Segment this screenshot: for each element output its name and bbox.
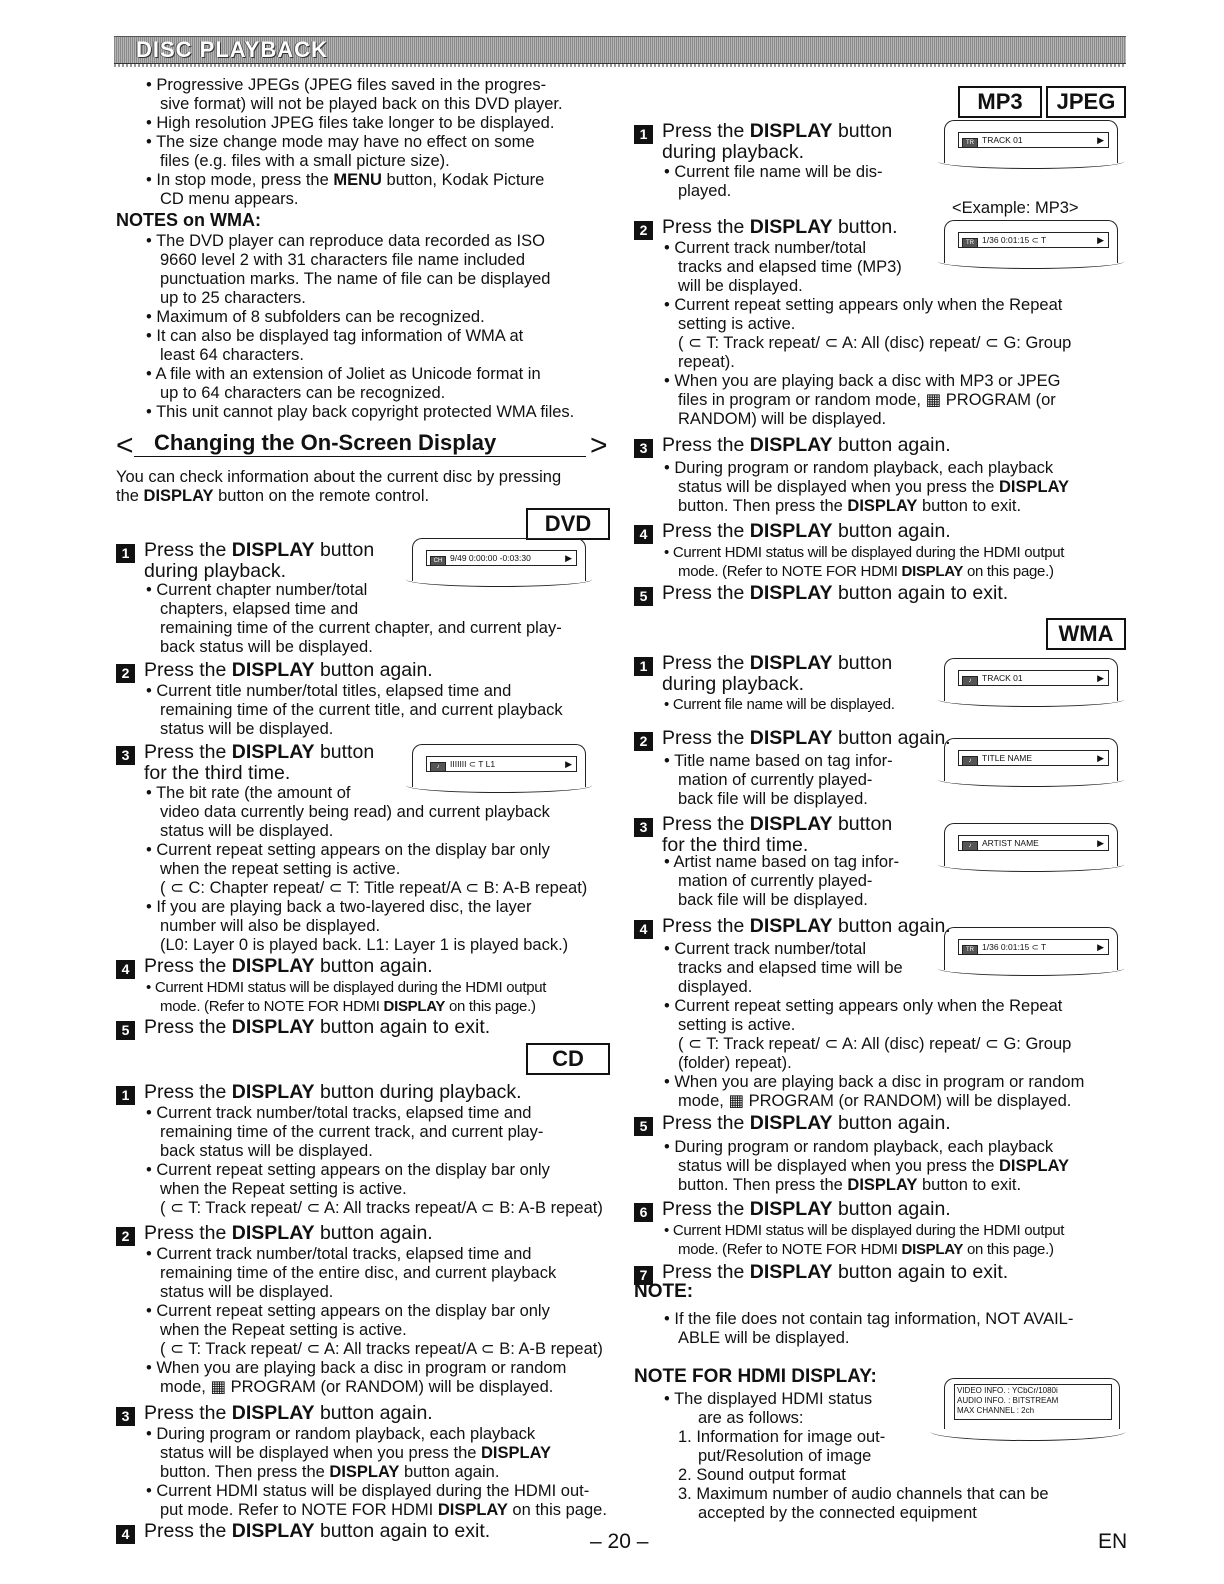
mp3-step-2-line: repeat). [678,353,735,371]
mp3-step-4-line: • Current HDMI status will be displayed during the HDMI output [664,544,1065,561]
note-line: ABLE will be displayed. [678,1329,850,1347]
mp3-format-label: MP3 [958,86,1042,118]
osd-bar: CH 9/49 0:00:00 -0:03:30 ▶ [426,550,577,566]
cd-step-3-line: • During program or random playback, each playback [146,1425,536,1443]
cd-step-2-line: mode, ▦ PROGRAM (or RANDOM) will be displayed. [160,1378,554,1396]
step-number-icon: 7 [634,1266,653,1285]
cd-step-2-line: status will be displayed. [160,1283,334,1301]
osd-screen [412,538,586,582]
step-number-icon: 2 [116,1227,135,1246]
play-icon: ▶ [1097,838,1104,848]
cd-step-3-line: button. Then press the DISPLAY button again. [160,1463,500,1481]
osd-screen [944,738,1118,782]
step-heading: during playback. [662,673,805,695]
step-heading: 3 Press the DISPLAY button [634,813,892,837]
cd-step-2-line: • Current track number/total tracks, elapsed time and [146,1245,532,1263]
wma-step-4-line: • Current track number/total [664,940,867,958]
dvd-step-1-line: chapters, elapsed time and [160,600,359,618]
track-icon: TR [962,238,978,248]
osd-bar: TR 1/36 0:01:15 ⊂ T ▶ [958,232,1109,248]
step-heading: 2 Press the DISPLAY button again. [634,727,951,751]
step-heading: 1 Press the DISPLAY button [634,120,892,144]
dvd-step-1-line: • Current chapter number/total [146,581,368,599]
wma-note-line: punctuation marks. The name of file can be displayed [160,270,551,288]
play-icon: ▶ [1097,673,1104,683]
osd-screen [944,658,1118,702]
hdmi-status-line: AUDIO INFO. : BITSTREAM [957,1396,1059,1405]
jpeg-note-line: • Progressive JPEGs (JPEG files saved in the progres- [146,76,547,94]
cd-step-1-line: • Current track number/total tracks, elapsed time and [146,1104,532,1122]
play-icon: ▶ [1097,135,1104,145]
right-chevron-icon: > [590,429,608,462]
hdmi-note-heading: NOTE FOR HDMI DISPLAY: [634,1366,877,1387]
dvd-step-1-line: remaining time of the current chapter, and current play- [160,619,562,637]
step-number-icon: 3 [634,818,653,837]
step-heading: 5 Press the DISPLAY button again. [634,1112,951,1136]
wma-note-line: up to 25 characters. [160,289,306,307]
osd-screen [944,120,1118,164]
osd-screen [412,744,586,788]
jpeg-note-line: • The size change mode may have no effect on some [146,133,535,151]
step-heading: 2 Press the DISPLAY button. [634,216,898,240]
step-heading: during playback. [662,141,805,163]
cd-step-3-line: • Current HDMI status will be displayed during the HDMI out- [146,1482,590,1500]
cd-step-1-line: • Current repeat setting appears on the display bar only [146,1161,550,1179]
wma-step-4-line: tracks and elapsed time will be [678,959,903,977]
dvd-step-3-line: number will also be displayed. [160,917,381,935]
dvd-step-3-line: (L0: Layer 0 is played back. L1: Layer 1 is played back.) [160,936,569,954]
cd-step-1-line: remaining time of the current track, and current play- [160,1123,544,1141]
step-heading: 3 Press the DISPLAY button again. [634,434,951,458]
step-heading: 3 Press the DISPLAY button [116,741,374,765]
page-number: – 20 – [590,1530,649,1553]
step-number-icon: 1 [116,1086,135,1105]
step-number-icon: 3 [634,439,653,458]
note-heading: NOTE: [634,1281,694,1302]
step-number-icon: 5 [634,1117,653,1136]
dvd-step-3-line: ( ⊂ C: Chapter repeat/ ⊂ T: Title repeat/A ⊂ B: A-B repeat) [160,879,588,897]
step-heading: 2 Press the DISPLAY button again. [116,1222,433,1246]
dvd-step-3-line: • If you are playing back a two-layered disc, the layer [146,898,532,916]
dvd-step-2-line: remaining time of the current title, and current playback [160,701,563,719]
step-heading: 5 Press the DISPLAY button again to exit. [116,1016,490,1040]
wma-step-2-line: back file will be displayed. [678,790,868,808]
play-icon: ▶ [1097,942,1104,952]
wma-step-4-line: • Current repeat setting appears only when the Repeat [664,997,1063,1015]
hdmi-status-screen [944,1378,1120,1456]
mp3-step-2-line: RANDOM) will be displayed. [678,410,887,428]
mp3-step-2-line: tracks and elapsed time (MP3) [678,258,902,276]
note-line: • If the file does not contain tag information, NOT AVAIL- [664,1310,1074,1328]
cd-step-3-line: put mode. Refer to NOTE FOR HDMI DISPLAY on this page. [160,1501,607,1519]
mp3-step-2-line: ( ⊂ T: Track repeat/ ⊂ A: All (disc) repeat/ ⊂ G: Group [678,334,1072,352]
step-number-icon: 1 [634,657,653,676]
wma-note-line: • This unit cannot play back copyright protected WMA files. [146,403,575,421]
osd-bar: ♪ TRACK 01 ▶ [958,670,1109,686]
step-heading: 1 Press the DISPLAY button during playback. [116,1081,522,1105]
section-title: DISC PLAYBACK [136,37,328,62]
hdmi-note-line: 2. Sound output format [678,1466,846,1484]
example-caption: <Example: MP3> [952,199,1079,217]
step-heading: 7 Press the DISPLAY button again to exit. [634,1261,1008,1285]
dvd-step-1-line: back status will be displayed. [160,638,373,656]
play-icon: ▶ [1097,753,1104,763]
wma-step-4-line: ( ⊂ T: Track repeat/ ⊂ A: All (disc) repeat/ ⊂ G: Group [678,1035,1072,1053]
step-heading: 3 Press the DISPLAY button again. [116,1402,433,1426]
wma-step-4-line: mode, ▦ PROGRAM (or RANDOM) will be displayed. [678,1092,1072,1110]
step-heading: 2 Press the DISPLAY button again. [116,659,433,683]
step-heading: for the third time. [144,762,291,784]
play-icon: ▶ [565,759,572,769]
dvd-format-label: DVD [526,508,610,540]
step-number-icon: 4 [634,525,653,544]
dvd-step-4-line: • Current HDMI status will be displayed during the HDMI output [146,979,547,996]
cd-step-1-line: back status will be displayed. [160,1142,373,1160]
cd-step-2-line: • When you are playing back a disc in program or random [146,1359,567,1377]
osd-bar: ♪ TITLE NAME ▶ [958,750,1109,766]
dvd-step-3-line: • Current repeat setting appears on the display bar only [146,841,550,859]
music-icon: ♪ [962,841,978,851]
wma-note-line: • It can also be displayed tag information of WMA at [146,327,524,345]
wma-step-5-line: • During program or random playback, each playback [664,1138,1054,1156]
music-icon: ♪ [962,676,978,686]
wma-note-line: up to 64 characters can be recognized. [160,384,446,402]
cd-step-3-line: status will be displayed when you press the DISPLAY [160,1444,552,1462]
wma-step-3-line: mation of currently played- [678,872,873,890]
step-number-icon: 3 [116,746,135,765]
jpeg-note-line: • In stop mode, press the MENU button, Kodak Picture [146,171,545,189]
heading-rule [134,456,586,457]
wma-step-5-line: status will be displayed when you press the DISPLAY [678,1157,1070,1175]
intro-line: the DISPLAY button on the remote control. [116,487,430,505]
wma-step-6-line: • Current HDMI status will be displayed during the HDMI output [664,1222,1065,1239]
step-number-icon: 5 [116,1021,135,1040]
bitrate-icon: ♪ [430,762,446,772]
osd-bar: ♪ ARTIST NAME ▶ [958,835,1109,851]
step-number-icon: 4 [116,1525,135,1544]
step-number-icon: 1 [116,544,135,563]
osd-bar: TR 1/36 0:01:15 ⊂ T ▶ [958,939,1109,955]
wma-note-line: least 64 characters. [160,346,304,364]
wma-step-5-line: button. Then press the DISPLAY button to exit. [678,1176,1022,1194]
step-number-icon: 2 [116,664,135,683]
hdmi-note-line: put/Resolution of image [698,1447,872,1465]
wma-step-4-line: • When you are playing back a disc in program or random [664,1073,1085,1091]
mp3-step-3-line: button. Then press the DISPLAY button to exit. [678,497,1022,515]
step-heading: for the third time. [662,834,809,856]
wma-step-2-line: mation of currently played- [678,771,873,789]
mp3-step-1-line: played. [678,182,732,200]
osd-bar: TR TRACK 01 ▶ [958,132,1109,148]
mp3-step-2-line: • When you are playing back a disc with MP3 or JPEG [664,372,1061,390]
mp3-step-3-line: • During program or random playback, each playback [664,459,1054,477]
wma-step-6-line: mode. (Refer to NOTE FOR HDMI DISPLAY on this page.) [678,1241,1054,1258]
section-heading [116,428,610,462]
step-heading: 1 Press the DISPLAY button [116,539,374,563]
wma-step-3-line: • Artist name based on tag infor- [664,853,900,871]
osd-screen [944,823,1118,867]
osd-screen [944,927,1118,971]
dvd-step-4-line: mode. (Refer to NOTE FOR HDMI DISPLAY on this page.) [160,998,536,1015]
dvd-step-2-line: • Current title number/total titles, elapsed time and [146,682,512,700]
cd-step-2-line: • Current repeat setting appears on the display bar only [146,1302,550,1320]
hdmi-note-line: accepted by the connected equipment [698,1504,977,1522]
dvd-step-3-line: when the repeat setting is active. [160,860,401,878]
step-heading: 1 Press the DISPLAY button [634,652,892,676]
chapter-icon: CH [430,556,446,566]
cd-step-1-line: ( ⊂ T: Track repeat/ ⊂ A: All tracks repeat/A ⊂ B: A-B repeat) [160,1199,603,1217]
mp3-step-4-line: mode. (Refer to NOTE FOR HDMI DISPLAY on this page.) [678,563,1054,580]
header-rule [114,64,1126,67]
track-icon: TR [962,138,978,148]
wma-note-line: • The DVD player can reproduce data recorded as ISO [146,232,545,250]
mp3-step-2-line: files in program or random mode, ▦ PROGRAM (or [678,391,1056,409]
step-heading: during playback. [144,560,287,582]
cd-step-2-line: ( ⊂ T: Track repeat/ ⊂ A: All tracks repeat/A ⊂ B: A-B repeat) [160,1340,603,1358]
dvd-step-3-line: status will be displayed. [160,822,334,840]
play-icon: ▶ [1097,235,1104,245]
cd-step-2-line: when the Repeat setting is active. [160,1321,407,1339]
step-heading: 4 Press the DISPLAY button again. [116,955,433,979]
hdmi-status-line: VIDEO INFO. : YCbCr/1080i [957,1386,1058,1395]
cd-step-2-line: remaining time of the entire disc, and current playback [160,1264,557,1282]
hdmi-note-line: • The displayed HDMI status [664,1390,873,1408]
wma-note-line: 9660 level 2 with 31 characters file name included [160,251,526,269]
wma-step-4-line: (folder) repeat). [678,1054,792,1072]
mp3-step-2-line: • Current repeat setting appears only when the Repeat [664,296,1063,314]
step-number-icon: 4 [634,920,653,939]
hdmi-status-line: MAX CHANNEL : 2ch [957,1406,1035,1415]
language-code: EN [1098,1530,1128,1553]
cd-step-1-line: when the Repeat setting is active. [160,1180,407,1198]
osd-screen [944,220,1118,264]
section-heading-text: Changing the On-Screen Display [154,430,497,455]
wma-format-label: WMA [1046,618,1126,650]
music-icon: ♪ [962,756,978,766]
mp3-step-1-line: • Current file name will be dis- [664,163,883,181]
step-number-icon: 6 [634,1203,653,1222]
play-icon: ▶ [565,553,572,563]
hdmi-status-bar [954,1384,1112,1420]
jpeg-note-line: • High resolution JPEG files take longer to be displayed. [146,114,555,132]
hdmi-note-line: are as follows: [698,1409,804,1427]
wma-step-3-line: back file will be displayed. [678,891,868,909]
step-heading: 4 Press the DISPLAY button again to exit. [116,1520,490,1544]
mp3-step-2-line: setting is active. [678,315,796,333]
jpeg-note-line: CD menu appears. [160,190,299,208]
wma-notes-heading: NOTES on WMA: [116,210,261,230]
jpeg-note-line: sive format) will not be played back on this DVD player. [160,95,563,113]
step-heading: 4 Press the DISPLAY button again. [634,915,951,939]
step-heading: 6 Press the DISPLAY button again. [634,1198,951,1222]
mp3-step-3-line: status will be displayed when you press the DISPLAY [678,478,1070,496]
step-number-icon: 3 [116,1407,135,1426]
osd-bar: ♪ IIIIIII ⊂ T L1 ▶ [426,756,577,772]
dvd-step-2-line: status will be displayed. [160,720,334,738]
dvd-step-3-line: video data currently being read) and current playback [160,803,550,821]
mp3-step-2-line: will be displayed. [678,277,803,295]
section-header-bar [114,36,1126,65]
intro-line: You can check information about the current disc by pressing [116,468,562,486]
hdmi-note-line: 3. Maximum number of audio channels that can be [678,1485,1049,1503]
step-number-icon: 2 [634,221,653,240]
wma-step-4-line: setting is active. [678,1016,796,1034]
step-number-icon: 1 [634,125,653,144]
cd-format-label: CD [526,1043,610,1075]
wma-note-line: • Maximum of 8 subfolders can be recognized. [146,308,485,326]
wma-step-2-line: • Title name based on tag infor- [664,752,893,770]
track-icon: TR [962,945,978,955]
dvd-step-3-line: • The bit rate (the amount of [146,784,351,802]
hdmi-note-line: 1. Information for image out- [678,1428,886,1446]
step-number-icon: 5 [634,587,653,606]
wma-step-4-line: displayed. [678,978,753,996]
step-number-icon: 4 [116,960,135,979]
step-heading: 4 Press the DISPLAY button again. [634,520,951,544]
left-chevron-icon: < [116,429,134,462]
jpeg-note-line: files (e.g. files with a small picture size). [160,152,450,170]
wma-note-line: • A file with an extension of Joliet as Unicode format in [146,365,541,383]
mp3-step-2-line: • Current track number/total [664,239,867,257]
jpeg-format-label: JPEG [1046,86,1126,118]
step-heading: 5 Press the DISPLAY button again to exit. [634,582,1008,606]
wma-step-1-line: • Current file name will be displayed. [664,696,895,713]
step-number-icon: 2 [634,732,653,751]
